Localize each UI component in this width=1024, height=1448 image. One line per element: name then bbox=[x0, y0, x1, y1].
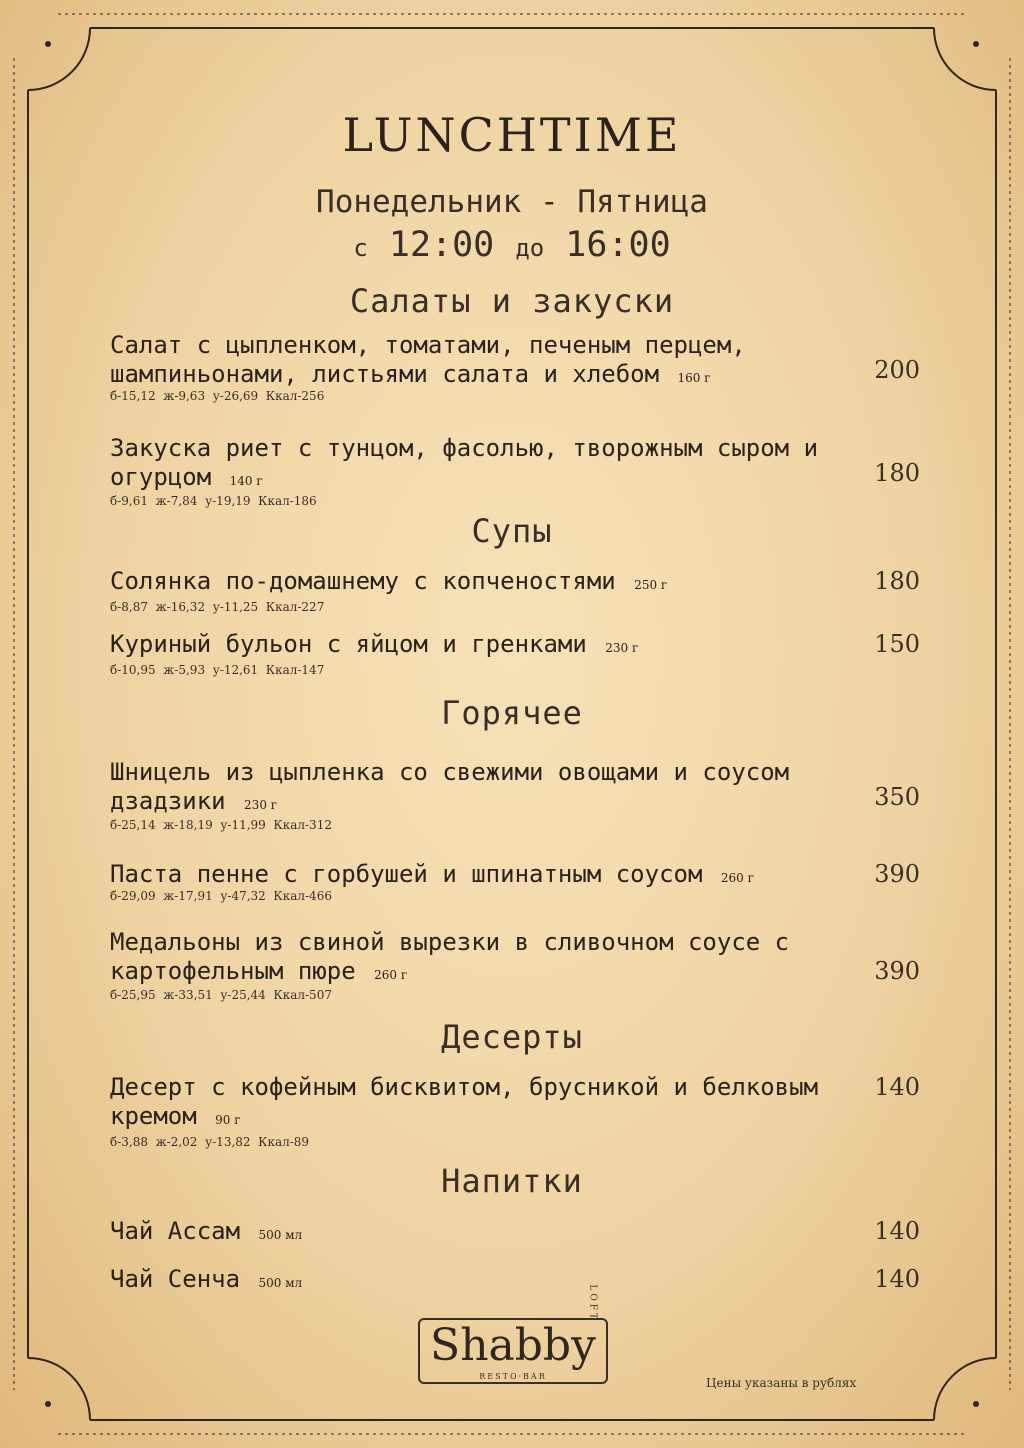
menu-item-name bbox=[110, 331, 860, 393]
menu-item-name bbox=[110, 1073, 860, 1135]
item-name-text: Шницель из цыпленка со свежими овощами и соусом дзадзики bbox=[110, 758, 790, 815]
item-price: 200 bbox=[874, 356, 920, 384]
menu-item-name bbox=[110, 1265, 860, 1298]
section-title-drinks: Напитки bbox=[441, 1162, 583, 1200]
item-name-text: Чай Ассам bbox=[110, 1217, 241, 1245]
days-label: Понедельник - Пятница bbox=[316, 184, 708, 220]
section-title-hot: Горячее bbox=[441, 694, 583, 732]
section-title-desserts: Десерты bbox=[441, 1018, 583, 1056]
item-weight: 260 г bbox=[720, 871, 754, 885]
menu-item-name bbox=[110, 567, 860, 600]
item-name-text: Медальоны из свиной вырезки в сливочном соусе с картофельным пюре bbox=[110, 928, 790, 985]
section-title-salads: Салаты и закуски bbox=[349, 282, 675, 320]
logo-subtitle: RESTO·BAR bbox=[479, 1372, 547, 1381]
menu-item-name bbox=[110, 928, 860, 990]
logo-text: Shabby bbox=[430, 1320, 596, 1371]
item-nutrition: б-8,87 ж-16,32 у-11,25 Ккал-227 bbox=[110, 600, 325, 614]
item-nutrition: б-25,14 ж-18,19 у-11,99 Ккал-312 bbox=[110, 818, 332, 832]
menu-item-name bbox=[110, 758, 860, 820]
item-nutrition: б-29,09 ж-17,91 у-47,32 Ккал-466 bbox=[110, 889, 332, 903]
price-currency-note: Цены указаны в рублях bbox=[706, 1376, 857, 1390]
menu-item-name bbox=[110, 434, 860, 496]
hours-to: 16:00 bbox=[565, 225, 671, 265]
item-nutrition: б-9,61 ж-7,84 у-19,19 Ккал-186 bbox=[110, 494, 317, 508]
item-weight: 140 г bbox=[229, 474, 263, 488]
item-price: 390 bbox=[874, 957, 920, 985]
hours-prefix: с bbox=[353, 234, 368, 262]
item-price: 150 bbox=[874, 630, 920, 658]
item-price: 390 bbox=[874, 860, 920, 888]
item-weight: 500 мл bbox=[258, 1276, 303, 1290]
hours-from: 12:00 bbox=[388, 225, 495, 265]
item-weight: 500 мл bbox=[258, 1228, 303, 1242]
menu-item-name bbox=[110, 1217, 860, 1250]
hours-label bbox=[0, 225, 1024, 265]
item-name-text: Солянка по-домашнему с копченостями bbox=[110, 567, 616, 595]
item-price: 140 bbox=[874, 1073, 920, 1101]
item-name-text: Десерт с кофейным бисквитом, брусникой и белковым кремом bbox=[110, 1073, 819, 1130]
item-price: 180 bbox=[874, 567, 920, 595]
item-nutrition: б-3,88 ж-2,02 у-13,82 Ккал-89 bbox=[110, 1135, 310, 1149]
restaurant-logo bbox=[418, 1284, 608, 1384]
logo-loft-text: LOFT bbox=[588, 1284, 598, 1322]
item-name-text: Паста пенне с горбушей и шпинатным соусом bbox=[110, 860, 703, 888]
item-weight: 260 г bbox=[374, 968, 408, 982]
menu-item-name bbox=[110, 630, 860, 663]
item-name-text: Чай Сенча bbox=[110, 1265, 241, 1293]
item-price: 180 bbox=[874, 459, 920, 487]
item-price: 140 bbox=[874, 1217, 920, 1245]
item-weight: 160 г bbox=[677, 371, 711, 385]
page-title: LUNCHTIME bbox=[342, 108, 682, 162]
item-price: 350 bbox=[874, 783, 920, 811]
item-nutrition: б-25,95 ж-33,51 у-25,44 Ккал-507 bbox=[110, 988, 332, 1002]
item-weight: 230 г bbox=[605, 641, 639, 655]
item-nutrition: б-10,95 ж-5,93 у-12,61 Ккал-147 bbox=[110, 663, 325, 677]
item-weight: 90 г bbox=[215, 1113, 241, 1127]
item-nutrition: б-15,12 ж-9,63 у-26,69 Ккал-256 bbox=[110, 389, 325, 403]
item-weight: 250 г bbox=[634, 578, 668, 592]
item-name-text: Салат с цыпленком, томатами, печеным перцем, шампиньонами, листьями салата и хлебом bbox=[110, 331, 746, 388]
item-weight: 230 г bbox=[244, 798, 278, 812]
section-title-soups: Супы bbox=[471, 512, 553, 550]
item-name-text: Куриный бульон с яйцом и гренками bbox=[110, 630, 587, 658]
item-price: 140 bbox=[874, 1265, 920, 1293]
item-name-text: Закуска риет с тунцом, фасолью, творожным сыром и огурцом bbox=[110, 434, 819, 491]
hours-mid: до bbox=[515, 234, 545, 262]
